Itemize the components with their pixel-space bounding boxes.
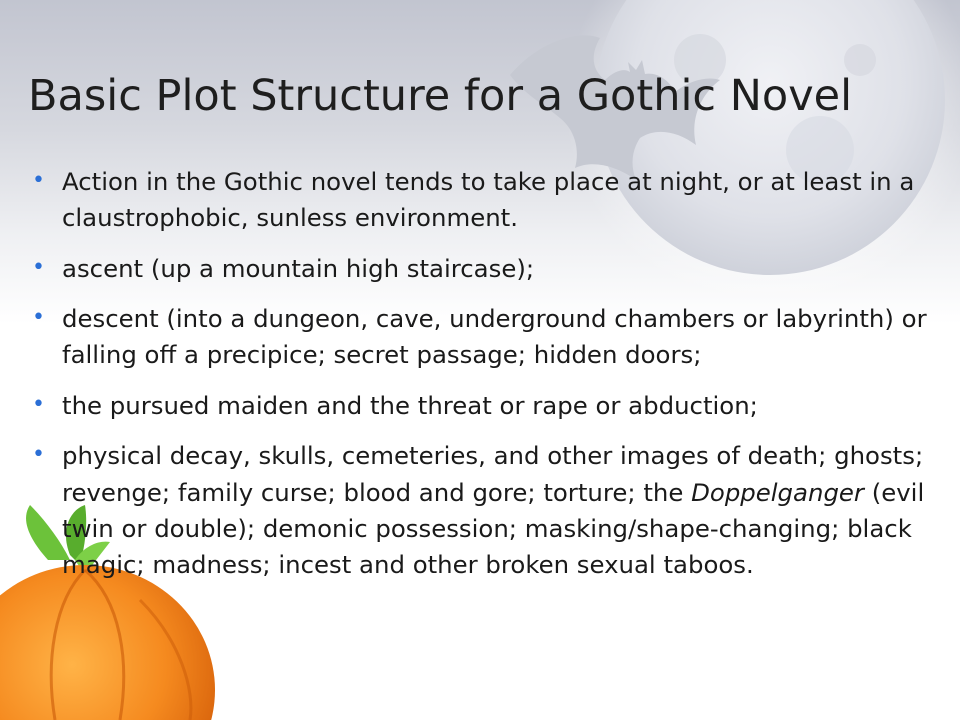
bullet-text: ascent (up a mountain high staircase); [62, 253, 535, 283]
bullet-text: Action in the Gothic novel tends to take place at night, or at least in a claustrophobic, sunless environment. [62, 167, 915, 233]
bullet-item [30, 438, 940, 583]
bullet-text-part: (evil twin or double); demonic possession; masking/shape-changing; black magic; madness; incest and other broken sexual taboos. [62, 477, 925, 580]
bullet-icon: • [32, 254, 45, 280]
bullet-icon: • [32, 442, 45, 468]
bullet-item [30, 251, 940, 287]
bullet-text [62, 441, 924, 579]
slide-title: Basic Plot Structure for a Gothic Novel [28, 71, 853, 121]
bullet-item [30, 164, 940, 237]
bullet-text: descent (into a dungeon, cave, underground chambers or labyrinth) or falling off a precipice; secret passage; hidden doors; [62, 304, 927, 370]
bullet-icon: • [32, 305, 45, 331]
bullet-item [30, 388, 940, 424]
bullet-text-part: physical decay, skulls, cemeteries, and other images of death; ghosts; revenge; family curse; blood and gore; torture; the [62, 441, 924, 507]
bullet-item [30, 301, 940, 374]
bullet-icon: • [32, 391, 45, 417]
bullet-text: the pursued maiden and the threat or rape or abduction; [62, 390, 758, 420]
emphasis-term: Doppelganger [691, 477, 864, 507]
bullet-icon: • [32, 168, 45, 193]
bullet-list [30, 164, 940, 598]
